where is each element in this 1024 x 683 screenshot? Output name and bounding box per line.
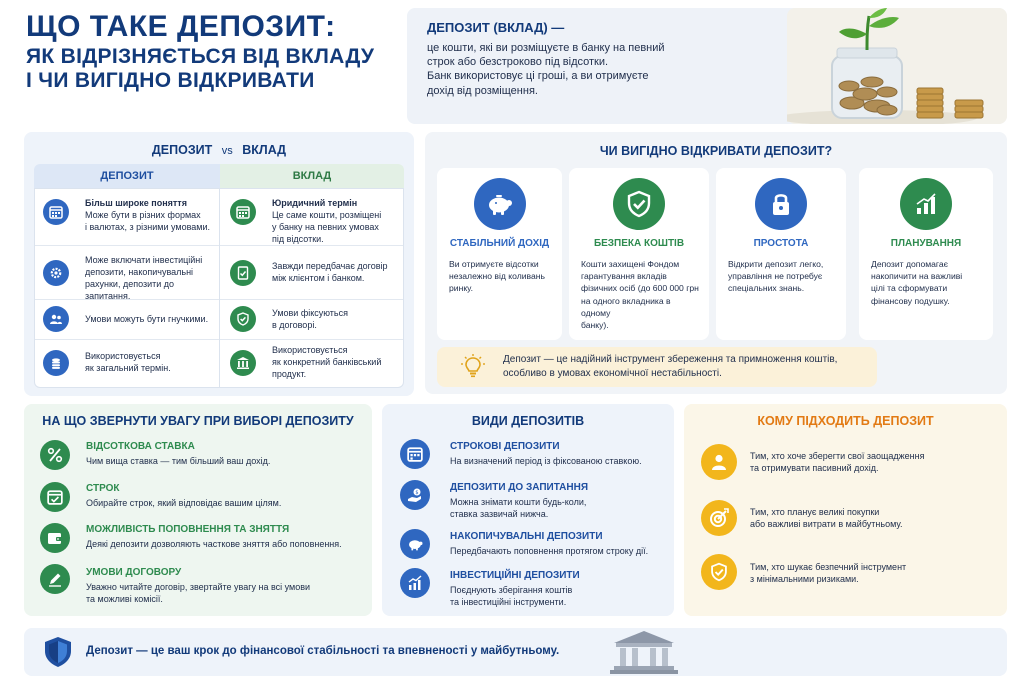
types-item-head: ДЕПОЗИТИ ДО ЗАПИТАННЯ	[450, 482, 589, 493]
deposit-row	[35, 299, 219, 339]
attention-item	[40, 438, 360, 474]
types-item-head: ІНВЕСТИЦІЙНІ ДЕПОЗИТИ	[450, 570, 580, 581]
benefit-text: Відкрити депозит легко, управління не потребує спеціальних знань.	[728, 259, 824, 294]
definition-text: це кошти, які ви розміщуєте в банку на певний строк або безстроково під відсотки. Банк використовує ці гроші, а ви отримуєте дохід від розміщення.	[427, 42, 665, 97]
vklad-column-body	[220, 188, 404, 388]
bar-chart-icon	[900, 178, 952, 230]
attention-item-head: УМОВИ ДОГОВОРУ	[86, 567, 182, 578]
benefit-label: БЕЗПЕКА КОШТІВ	[593, 238, 685, 249]
deposit-row-text: Умови можуть бути гнучкими.	[85, 314, 209, 324]
hand-coin-icon	[400, 480, 430, 510]
attention-item-text: Уважно читайте договір, звертайте увагу на всі умови та можливі комісії.	[86, 582, 311, 604]
calendar-icon	[40, 482, 70, 512]
compare-title-right: ВКЛАД	[242, 143, 287, 157]
person-icon	[701, 444, 737, 480]
benefit-text: Кошти захищені Фондом гарантування вкладів фізичних осіб (до 600 000 грн на одного вкладника в одному банку).	[581, 259, 699, 331]
audience-title: КОМУ ПІДХОДИТЬ ДЕПОЗИТ	[757, 414, 934, 428]
compare-title-left: ДЕПОЗИТ	[151, 143, 213, 157]
gear-icon	[43, 260, 69, 286]
vklad-row-text: Завжди передбачає договір між клієнтом і банком.	[272, 261, 388, 283]
benefit-card	[437, 168, 562, 340]
attention-item	[40, 521, 360, 557]
deposit-column-header: ДЕПОЗИТ	[34, 164, 220, 188]
calendar-icon	[230, 199, 256, 225]
users-icon	[43, 306, 69, 332]
benefit-card	[716, 168, 846, 340]
lightbulb-icon	[461, 354, 485, 380]
attention-item-head: СТРОК	[86, 483, 120, 494]
types-item-text: Поєднують зберігання коштів та інвестиційні інструменти.	[450, 585, 573, 607]
types-item	[400, 566, 668, 612]
benefit-label: СТАБІЛЬНИЙ ДОХІД	[449, 238, 550, 249]
bank-building-icon	[608, 629, 680, 675]
attention-item	[40, 480, 360, 516]
attention-panel	[24, 404, 372, 616]
vklad-row	[220, 299, 403, 339]
types-title: ВИДИ ДЕПОЗИТІВ	[471, 414, 585, 428]
deposit-row-text: Може включати інвестиційні депозити, накопичувальні рахунки, депозити до запитання.	[85, 255, 203, 301]
deposit-column-body	[34, 188, 220, 388]
attention-item-text: Деякі депозити дозволяють часткове зняття або поповнення.	[86, 539, 342, 549]
audience-item-text: Тим, хто хоче зберегти свої заощадження та отримувати пасивний дохід.	[750, 451, 925, 473]
audience-panel	[684, 404, 1007, 616]
types-item-head: НАКОПИЧУВАЛЬНІ ДЕПОЗИТИ	[450, 531, 603, 542]
deposit-row-text: Може бути в різних формах і валютах, з різними умовами.	[85, 210, 210, 232]
deposit-row	[35, 189, 219, 245]
trend-chart-icon	[400, 568, 430, 598]
coins-icon	[43, 350, 69, 376]
benefit-text: Депозит допомагає накопичити на важливі цілі та сформувати фінансову подушку.	[871, 259, 963, 306]
title-line-1: ЩО ТАКЕ ДЕПОЗИТ:	[26, 10, 336, 43]
target-icon	[701, 500, 737, 536]
attention-item-text: Обирайте строк, який відповідає вашим цілям.	[86, 498, 282, 508]
deposit-row-bold: Більш широке поняття	[85, 198, 187, 208]
benefit-label: ПЛАНУВАННЯ	[890, 238, 962, 249]
vklad-row-bold: Юридичний термін	[272, 198, 358, 208]
vklad-row	[220, 339, 403, 389]
audience-item-text: Тим, хто шукає безпечний інструмент з мінімальними ризиками.	[750, 562, 907, 584]
shield-check-icon	[230, 306, 256, 332]
deposit-row	[35, 245, 219, 299]
shield-check-icon	[701, 554, 737, 590]
footer-text: Депозит — це ваш крок до фінансової стабільності та впевненості у майбутньому.	[86, 645, 560, 657]
shield-check-icon	[613, 178, 665, 230]
document-check-icon	[230, 260, 256, 286]
vklad-row-text: Умови фіксуються в договорі.	[272, 308, 348, 330]
page-title	[26, 10, 406, 94]
vklad-column	[220, 164, 404, 388]
calendar-icon	[43, 199, 69, 225]
vklad-row	[220, 245, 403, 299]
piggy-bank-icon	[400, 529, 430, 559]
vklad-row-text: Це саме кошти, розміщені у банку на певних умовах під відсотки.	[272, 210, 382, 244]
vklad-row-text: Використовується як конкретний банківський продукт.	[272, 345, 382, 379]
piggy-bank-icon	[474, 178, 526, 230]
benefit-card	[569, 168, 709, 340]
wallet-icon	[40, 523, 70, 553]
title-line-2: ЯК ВІДРІЗНЯЄТЬСЯ ВІД ВКЛАДУ	[26, 44, 375, 68]
audience-item-text: Тим, хто планує великі покупки або важливі витрати в майбутньому.	[750, 507, 903, 529]
compare-title-vs: vs	[221, 145, 233, 157]
attention-item-head: МОЖЛИВІСТЬ ПОПОВНЕННЯ ТА ЗНЯТТЯ	[86, 524, 290, 535]
title-line-3: І ЧИ ВИГІДНО ВІДКРИВАТИ	[26, 69, 315, 93]
types-item	[400, 527, 668, 563]
types-item-head: СТРОКОВІ ДЕПОЗИТИ	[450, 441, 560, 452]
pen-icon	[40, 564, 70, 594]
shield-icon	[44, 636, 72, 668]
benefits-note-text: Депозит — це надійний інструмент збереження та примноження коштів, особливо в умовах економічної нестабільності.	[503, 354, 838, 379]
attention-title: НА ЩО ЗВЕРНУТИ УВАГУ ПРИ ВИБОРІ ДЕПОЗИТУ	[42, 414, 354, 428]
types-item	[400, 437, 668, 473]
coin-jar-illustration	[787, 8, 1007, 124]
definition-box	[407, 8, 1007, 124]
percent-icon	[40, 440, 70, 470]
types-item-text: Передбачають поповнення протягом строку дії.	[450, 546, 649, 556]
types-item-text: На визначений період із фіксованою ставкою.	[450, 456, 642, 466]
deposit-row	[35, 339, 219, 389]
compare-title	[24, 143, 414, 157]
compare-panel	[24, 132, 414, 396]
vklad-row	[220, 189, 403, 245]
types-item-text: Можна знімати кошти будь-коли, ставка зазвичай нижча.	[450, 497, 587, 519]
svg-text:$: $	[415, 490, 419, 496]
types-panel	[382, 404, 674, 616]
benefits-note	[437, 347, 877, 387]
footer-banner	[24, 628, 1007, 676]
vklad-column-header: ВКЛАД	[220, 164, 404, 188]
benefit-text: Ви отримуєте відсотки незалежно від коливань ринку.	[449, 259, 546, 294]
attention-item-head: ВІДСОТКОВА СТАВКА	[86, 441, 195, 452]
definition-heading: ДЕПОЗИТ (ВКЛАД) —	[427, 20, 565, 35]
attention-item-text: Чим вища ставка — тим більший ваш дохід.	[86, 456, 271, 466]
bank-icon	[230, 350, 256, 376]
benefits-title: ЧИ ВИГІДНО ВІДКРИВАТИ ДЕПОЗИТ?	[599, 144, 833, 158]
deposit-column	[34, 164, 220, 388]
attention-item	[40, 562, 360, 608]
benefit-card	[859, 168, 993, 340]
calendar-icon	[400, 439, 430, 469]
deposit-row-text: Використовується як загальний термін.	[85, 351, 171, 373]
types-item	[400, 478, 668, 524]
benefit-label: ПРОСТОТА	[753, 238, 809, 249]
lock-icon	[755, 178, 807, 230]
